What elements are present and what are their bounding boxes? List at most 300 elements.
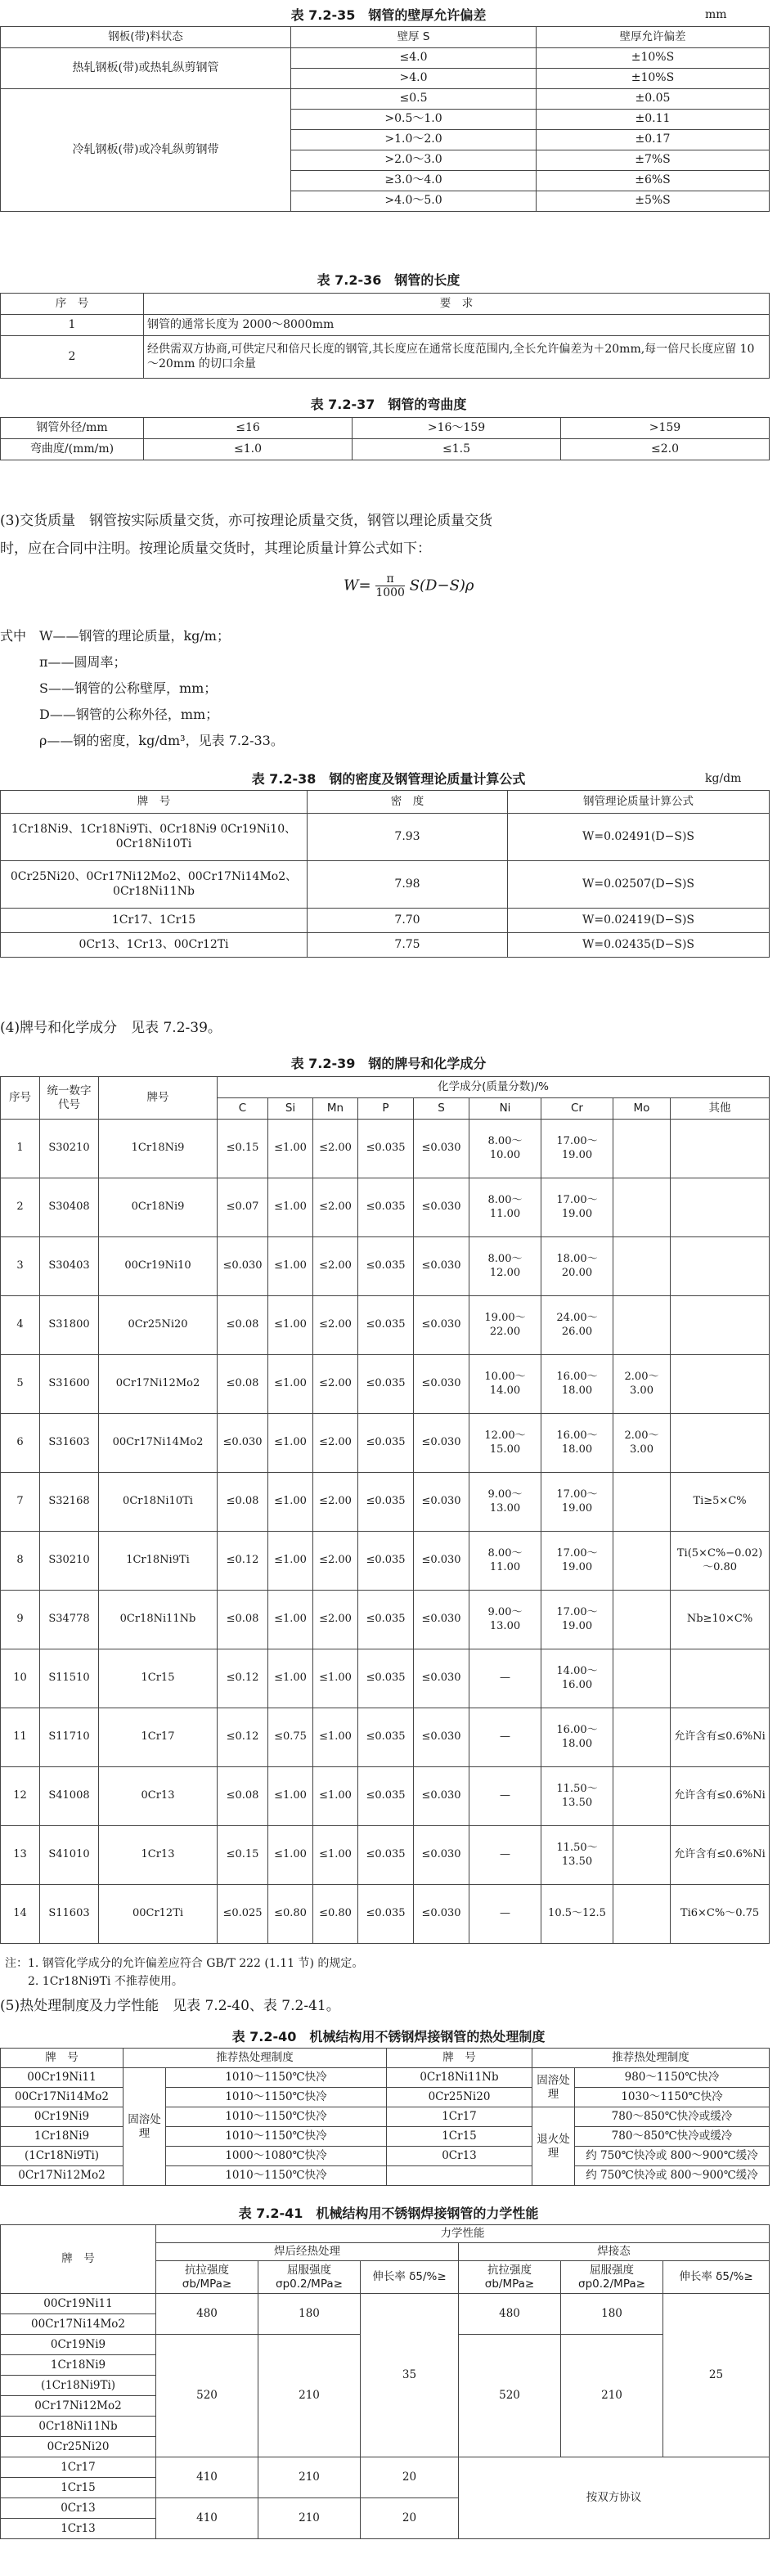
row-label: 钢管外径/mm — [1, 418, 144, 439]
col-header: 抗拉强度 σb/MPa≥ — [156, 2261, 258, 2294]
cell-ni: — — [469, 1767, 541, 1826]
col-header: 序号 — [1, 1077, 40, 1120]
cell: 钢管的通常长度为 2000～8000mm — [144, 315, 770, 336]
paragraph-line: (3)交货质量 钢管按实际质量交货，亦可按理论质量交货，钢管以理论质量交货 — [0, 513, 493, 529]
cell: 00Cr17Ni14Mo2 — [1, 2088, 124, 2107]
cell-code: S32168 — [40, 1473, 99, 1532]
cell: 0Cr19Ni9 — [1, 2107, 124, 2127]
element-header: Mo — [613, 1098, 671, 1120]
cell-s: ≤0.030 — [414, 1473, 469, 1532]
cell-no: 8 — [1, 1532, 40, 1591]
cell: 410 — [156, 2498, 258, 2539]
cell: 00Cr19Ni11 — [1, 2294, 156, 2314]
cell — [387, 2166, 532, 2186]
cell-p: ≤0.035 — [358, 1296, 414, 1355]
row-label: 弯曲度/(mm/m) — [1, 439, 144, 460]
cell: >1.0～2.0 — [291, 130, 537, 150]
element-header: Si — [268, 1098, 313, 1120]
cell: 1Cr17、1Cr15 — [1, 909, 308, 933]
element-header: Ni — [469, 1098, 541, 1120]
cell-no: 14 — [1, 1885, 40, 1944]
cell: 1Cr18Ni9、1Cr18Ni9Ti、0Cr18Ni9 0Cr19Ni10、0Cr18Ni10Ti — [1, 814, 308, 861]
cell-mn: ≤2.00 — [313, 1120, 358, 1178]
cell-code: S11603 — [40, 1885, 99, 1944]
definition-line: ρ——钢的密度，kg/dm³，见表 7.2-33。 — [0, 733, 284, 748]
note-line: 注：1. 钢管化学成分的允许偏差应符合 GB/T 222 (1.11 节) 的规定。 — [5, 1957, 364, 1970]
cell-mn: ≤2.00 — [313, 1296, 358, 1355]
element-header: P — [358, 1098, 414, 1120]
cell: ±10%S — [537, 48, 770, 69]
cell-code: S34778 — [40, 1591, 99, 1649]
cell-no: 4 — [1, 1296, 40, 1355]
cell: 1Cr18Ni9 — [1, 2127, 124, 2147]
table-7-2-41 — [0, 2224, 770, 2539]
cell-c: ≤0.07 — [218, 1178, 268, 1237]
cell: W=0.02435(D−S)S — [508, 933, 770, 958]
col-header: 钢管理论质量计算公式 — [508, 791, 770, 814]
col-header: 牌号 — [99, 1077, 218, 1120]
group-label: 固溶处理 — [124, 2068, 166, 2186]
cell-si: ≤1.00 — [268, 1237, 313, 1296]
cell-c: ≤0.15 — [218, 1826, 268, 1885]
cell-si: ≤0.80 — [268, 1885, 313, 1944]
table-7-2-37 — [0, 417, 770, 460]
cell: 2 — [1, 336, 144, 379]
cell-si: ≤1.00 — [268, 1473, 313, 1532]
cell-other: Ti6×C%～0.75 — [671, 1885, 770, 1944]
cell-s: ≤0.030 — [414, 1178, 469, 1237]
cell-s: ≤0.030 — [414, 1591, 469, 1649]
cell-p: ≤0.035 — [358, 1708, 414, 1767]
cell: 0Cr13 — [1, 2498, 156, 2519]
cell: 0Cr25Ni20、0Cr17Ni12Mo2、00Cr17Ni14Mo2、0Cr18Ni11Nb — [1, 861, 308, 909]
cell-grade: 0Cr17Ni12Mo2 — [99, 1355, 218, 1414]
group-label: 固溶处理 — [532, 2068, 575, 2107]
cell-p: ≤0.035 — [358, 1120, 414, 1178]
cell-p: ≤0.035 — [358, 1591, 414, 1649]
cell-mn: ≤2.00 — [313, 1532, 358, 1591]
cell-s: ≤0.030 — [414, 1120, 469, 1178]
paragraph-5: (5)热处理制度及力学性能 见表 7.2-40、表 7.2-41。 — [0, 1998, 340, 2014]
cell-s: ≤0.030 — [414, 1708, 469, 1767]
note-line: 2. 1Cr18Ni9Ti 不推荐使用。 — [5, 1975, 183, 1988]
cell-s: ≤0.030 — [414, 1532, 469, 1591]
cell-mn: ≤2.00 — [313, 1178, 358, 1237]
cell-code: S30403 — [40, 1237, 99, 1296]
cell-p: ≤0.035 — [358, 1414, 414, 1473]
group-label: 冷轧钢板(带)或冷轧纵剪钢带 — [1, 89, 291, 212]
cell: 520 — [459, 2335, 561, 2457]
cell-c: ≤0.15 — [218, 1120, 268, 1178]
cell-ni: 8.00～10.00 — [469, 1120, 541, 1178]
table-row — [1, 1826, 770, 1885]
cell: W=0.02419(D−S)S — [508, 909, 770, 933]
cell-mo — [613, 1237, 671, 1296]
cell-grade: 0Cr18Ni9 — [99, 1178, 218, 1237]
cell: >159 — [561, 418, 770, 439]
cell: ±5%S — [537, 191, 770, 212]
table-7-2-37-caption: 表 7.2-37 钢管的弯曲度 — [310, 397, 467, 412]
cell-p: ≤0.035 — [358, 1649, 414, 1708]
cell: 210 — [258, 2457, 361, 2498]
cell: 0Cr25Ni20 — [387, 2088, 532, 2107]
cell-ni: 10.00～14.00 — [469, 1355, 541, 1414]
cell: ±6%S — [537, 171, 770, 191]
cell: 1010～1150℃快冷 — [166, 2127, 387, 2147]
cell-c: ≤0.12 — [218, 1532, 268, 1591]
cell-c: ≤0.030 — [218, 1414, 268, 1473]
cell-c: ≤0.025 — [218, 1885, 268, 1944]
cell: 1000～1080℃快冷 — [166, 2147, 387, 2166]
cell-mo — [613, 1591, 671, 1649]
cell: 0Cr25Ni20 — [1, 2437, 156, 2457]
cell: 180 — [561, 2294, 663, 2335]
table-row — [1, 1237, 770, 1296]
cell: 约 750℃快冷或 800～900℃缓冷 — [575, 2166, 770, 2186]
cell-no: 11 — [1, 1708, 40, 1767]
cell-cr: 16.00～18.00 — [541, 1708, 613, 1767]
cell-no: 10 — [1, 1649, 40, 1708]
cell: ≤0.5 — [291, 89, 537, 110]
cell-no: 2 — [1, 1178, 40, 1237]
cell-ni: — — [469, 1885, 541, 1944]
definition-line: D——钢管的公称外径，mm； — [0, 707, 219, 722]
paragraph-line: 时，应在合同中注明。按理论质量交货时，其理论质量计算公式如下： — [0, 541, 431, 557]
cell-mo: 2.00～3.00 — [613, 1355, 671, 1414]
cell-ni: 9.00～13.00 — [469, 1591, 541, 1649]
cell-si: ≤1.00 — [268, 1649, 313, 1708]
cell-grade: 1Cr18Ni9 — [99, 1120, 218, 1178]
group-label: 热轧钢板(带)或热轧纵剪钢管 — [1, 48, 291, 89]
cell-no: 3 — [1, 1237, 40, 1296]
cell-s: ≤0.030 — [414, 1414, 469, 1473]
cell-s: ≤0.030 — [414, 1826, 469, 1885]
cell-no: 12 — [1, 1767, 40, 1826]
cell-si: ≤1.00 — [268, 1767, 313, 1826]
cell-cr: 14.00～16.00 — [541, 1649, 613, 1708]
col-header: 要 求 — [144, 294, 770, 315]
cell: 0Cr18Ni11Nb — [387, 2068, 532, 2088]
cell-code: S31800 — [40, 1296, 99, 1355]
cell: 1030～1150℃快冷 — [575, 2088, 770, 2107]
cell: >2.0～3.0 — [291, 150, 537, 171]
group-label: 退火处理 — [532, 2107, 575, 2186]
table-7-2-38-caption: 表 7.2-38 钢的密度及钢管理论质量计算公式 — [251, 771, 526, 787]
cell-grade: 1Cr18Ni9Ti — [99, 1532, 218, 1591]
cell: ±0.05 — [537, 89, 770, 110]
cell-code: S41008 — [40, 1767, 99, 1826]
col-header: 力学性能 — [156, 2225, 770, 2243]
cell-si: ≤1.00 — [268, 1591, 313, 1649]
cell: 00Cr17Ni14Mo2 — [1, 2314, 156, 2335]
cell: 00Cr19Ni11 — [1, 2068, 124, 2088]
col-header: 推荐热处理制度 — [124, 2049, 387, 2068]
cell: 480 — [459, 2294, 561, 2335]
cell-other — [671, 1649, 770, 1708]
col-header: 牌 号 — [1, 2049, 124, 2068]
cell: 经供需双方协商,可供定尺和倍尺长度的钢管,其长度应在通常长度范围内,全长允许偏差为＋20mm,每一倍尺长度应留 10～20mm 的切口余量 — [144, 336, 770, 379]
cell-grade: 00Cr17Ni14Mo2 — [99, 1414, 218, 1473]
cell-c: ≤0.08 — [218, 1473, 268, 1532]
cell-code: S30210 — [40, 1532, 99, 1591]
cell-other — [671, 1120, 770, 1178]
cell-si: ≤0.75 — [268, 1708, 313, 1767]
cell-si: ≤1.00 — [268, 1296, 313, 1355]
cell: 20 — [361, 2498, 459, 2539]
cell-mo — [613, 1296, 671, 1355]
formula-lhs: W= — [344, 577, 371, 595]
element-header: 其他 — [671, 1098, 770, 1120]
definition-line: π——圆周率； — [0, 654, 127, 670]
cell-c: ≤0.12 — [218, 1649, 268, 1708]
table-7-2-40-caption: 表 7.2-40 机械结构用不锈钢焊接钢管的热处理制度 — [231, 2029, 546, 2044]
table-7-2-35-caption: 表 7.2-35 钢管的壁厚允许偏差 — [290, 7, 487, 23]
col-header: 推荐热处理制度 — [532, 2049, 770, 2068]
formula-numerator: π — [375, 572, 405, 586]
cell-cr: 18.00～20.00 — [541, 1237, 613, 1296]
cell-other — [671, 1237, 770, 1296]
cell-s: ≤0.030 — [414, 1767, 469, 1826]
cell-cr: 17.00～19.00 — [541, 1591, 613, 1649]
table-row — [1, 1178, 770, 1237]
mass-formula — [344, 572, 474, 599]
cell: 0Cr13 — [387, 2147, 532, 2166]
cell-s: ≤0.030 — [414, 1355, 469, 1414]
cell-mn: ≤0.80 — [313, 1885, 358, 1944]
cell-other: 允许含有≤0.6%Ni — [671, 1708, 770, 1767]
cell-mn: ≤1.00 — [313, 1826, 358, 1885]
cell-mn: ≤1.00 — [313, 1767, 358, 1826]
cell-no: 6 — [1, 1414, 40, 1473]
cell: ±0.17 — [537, 130, 770, 150]
table-row — [1, 1414, 770, 1473]
cell: 780～850℃快冷或缓冷 — [575, 2127, 770, 2147]
cell: 1Cr17 — [1, 2457, 156, 2478]
table-7-2-36-caption: 表 7.2-36 钢管的长度 — [317, 272, 460, 288]
element-header: Cr — [541, 1098, 613, 1120]
cell-other: Ti(5×C%−0.02)～0.80 — [671, 1532, 770, 1591]
col-header: 屈服强度 σp0.2/MPa≥ — [258, 2261, 361, 2294]
table-7-2-35-unit: mm — [705, 8, 727, 21]
cell: ≤1.0 — [144, 439, 353, 460]
cell: ≤1.5 — [353, 439, 561, 460]
cell-si: ≤1.00 — [268, 1355, 313, 1414]
cell: 1Cr15 — [387, 2127, 532, 2147]
cell: 约 750℃快冷或 800～900℃缓冷 — [575, 2147, 770, 2166]
cell: 780～850℃快冷或缓冷 — [575, 2107, 770, 2127]
cell: >4.0～5.0 — [291, 191, 537, 212]
table-row — [1, 1120, 770, 1178]
cell-other: 允许含有≤0.6%Ni — [671, 1767, 770, 1826]
col-header: 化学成分(质量分数)/% — [218, 1077, 770, 1098]
cell-cr: 11.50～13.50 — [541, 1826, 613, 1885]
table-row — [1, 1708, 770, 1767]
cell: ≥3.0～4.0 — [291, 171, 537, 191]
paragraph-3 — [0, 507, 777, 563]
cell-code: S31600 — [40, 1355, 99, 1414]
formula-definitions — [0, 623, 284, 754]
cell-cr: 24.00～26.00 — [541, 1296, 613, 1355]
cell-cr: 17.00～19.00 — [541, 1120, 613, 1178]
table-7-2-41-caption: 表 7.2-41 机械结构用不锈钢焊接钢管的力学性能 — [238, 2206, 539, 2221]
cell-mo — [613, 1885, 671, 1944]
cell-grade: 1Cr15 — [99, 1649, 218, 1708]
cell-cr: 17.00～19.00 — [541, 1473, 613, 1532]
cell-cr: 16.00～18.00 — [541, 1355, 613, 1414]
cell: 7.70 — [308, 909, 508, 933]
cell-s: ≤0.030 — [414, 1237, 469, 1296]
cell: 410 — [156, 2457, 258, 2498]
cell: 7.98 — [308, 861, 508, 909]
cell-mn: ≤2.00 — [313, 1473, 358, 1532]
cell-si: ≤1.00 — [268, 1826, 313, 1885]
cell-p: ≤0.035 — [358, 1355, 414, 1414]
cell-s: ≤0.030 — [414, 1649, 469, 1708]
cell: (1Cr18Ni9Ti) — [1, 2147, 124, 2166]
cell-mn: ≤1.00 — [313, 1649, 358, 1708]
cell-mn: ≤2.00 — [313, 1237, 358, 1296]
table-7-2-39 — [0, 1076, 770, 1944]
cell-cr: 11.50～13.50 — [541, 1767, 613, 1826]
cell-grade: 00Cr19Ni10 — [99, 1237, 218, 1296]
cell: 1Cr15 — [1, 2478, 156, 2498]
table-row — [1, 1532, 770, 1591]
cell-no: 9 — [1, 1591, 40, 1649]
cell-ni: 12.00～15.00 — [469, 1414, 541, 1473]
formula-denominator: 1000 — [375, 586, 405, 599]
table-row — [1, 1473, 770, 1532]
cell-grade: 0Cr13 — [99, 1767, 218, 1826]
col-header: 抗拉强度 σb/MPa≥ — [459, 2261, 561, 2294]
cell-c: ≤0.030 — [218, 1237, 268, 1296]
cell-ni: — — [469, 1708, 541, 1767]
cell-no: 7 — [1, 1473, 40, 1532]
cell: ±0.11 — [537, 110, 770, 130]
cell-cr: 16.00～18.00 — [541, 1414, 613, 1473]
cell: 1 — [1, 315, 144, 336]
cell-mn: ≤2.00 — [313, 1355, 358, 1414]
cell: 210 — [561, 2335, 663, 2457]
col-header: 牌 号 — [1, 791, 308, 814]
col-header: 牌 号 — [387, 2049, 532, 2068]
cell-ni: 8.00～12.00 — [469, 1237, 541, 1296]
cell-cr: 17.00～19.00 — [541, 1532, 613, 1591]
cell-other — [671, 1178, 770, 1237]
table-row — [1, 1885, 770, 1944]
cell: ≤16 — [144, 418, 353, 439]
cell-mn: ≤2.00 — [313, 1591, 358, 1649]
table-7-2-38-unit: kg/dm — [705, 772, 742, 785]
cell-si: ≤1.00 — [268, 1178, 313, 1237]
col-header: 屈服强度 σp0.2/MPa≥ — [561, 2261, 663, 2294]
cell: ≤4.0 — [291, 48, 537, 69]
cell: 1Cr13 — [1, 2519, 156, 2539]
table-7-2-39-notes — [5, 1954, 363, 1990]
cell-code: S11510 — [40, 1649, 99, 1708]
cell-grade: 0Cr18Ni10Ti — [99, 1473, 218, 1532]
col-header: 统一数字代号 — [40, 1077, 99, 1120]
cell: 7.75 — [308, 933, 508, 958]
cell-mo — [613, 1532, 671, 1591]
element-header: S — [414, 1098, 469, 1120]
table-row — [1, 1296, 770, 1355]
cell-ni: — — [469, 1826, 541, 1885]
cell-grade: 00Cr12Ti — [99, 1885, 218, 1944]
cell-si: ≤1.00 — [268, 1414, 313, 1473]
table-row — [1, 1591, 770, 1649]
cell: 7.93 — [308, 814, 508, 861]
formula-rhs: S(D−S)ρ — [409, 577, 474, 595]
cell-mo — [613, 1473, 671, 1532]
cell-code: S30210 — [40, 1120, 99, 1178]
cell-s: ≤0.030 — [414, 1885, 469, 1944]
cell: (1Cr18Ni9Ti) — [1, 2376, 156, 2396]
paragraph-4: (4)牌号和化学成分 见表 7.2-39。 — [0, 1020, 222, 1036]
cell-code: S31603 — [40, 1414, 99, 1473]
cell: 210 — [258, 2335, 361, 2457]
cell-p: ≤0.035 — [358, 1178, 414, 1237]
cell-mo — [613, 1178, 671, 1237]
cell-other — [671, 1296, 770, 1355]
cell-mo — [613, 1708, 671, 1767]
cell-other — [671, 1414, 770, 1473]
cell: 180 — [258, 2294, 361, 2335]
element-header: Mn — [313, 1098, 358, 1120]
col-header: 焊接态 — [459, 2243, 770, 2261]
cell-p: ≤0.035 — [358, 1532, 414, 1591]
cell-p: ≤0.035 — [358, 1826, 414, 1885]
cell: 0Cr17Ni12Mo2 — [1, 2166, 124, 2186]
cell-mo — [613, 1826, 671, 1885]
definition-line: S——钢管的公称壁厚，mm； — [0, 680, 218, 696]
cell-grade: 0Cr18Ni11Nb — [99, 1591, 218, 1649]
cell-p: ≤0.035 — [358, 1237, 414, 1296]
cell-c: ≤0.12 — [218, 1708, 268, 1767]
cell-mn: ≤1.00 — [313, 1708, 358, 1767]
cell: W=0.02507(D−S)S — [508, 861, 770, 909]
cell: >4.0 — [291, 69, 537, 89]
element-header: C — [218, 1098, 268, 1120]
cell-other: Nb≥10×C% — [671, 1591, 770, 1649]
cell: 1Cr18Ni9 — [1, 2355, 156, 2376]
cell: 0Cr17Ni12Mo2 — [1, 2396, 156, 2417]
col-header: 壁厚 S — [291, 27, 537, 48]
cell: 980～1150℃快冷 — [575, 2068, 770, 2088]
cell: 1010～1150℃快冷 — [166, 2068, 387, 2088]
table-row — [1, 1355, 770, 1414]
cell-other: Ti≥5×C% — [671, 1473, 770, 1532]
table-row — [1, 1767, 770, 1826]
cell: 210 — [258, 2498, 361, 2539]
table-7-2-36 — [0, 293, 770, 379]
cell: 0Cr13、1Cr13、00Cr12Ti — [1, 933, 308, 958]
cell: W=0.02491(D−S)S — [508, 814, 770, 861]
cell: 1Cr17 — [387, 2107, 532, 2127]
cell-cr: 10.5～12.5 — [541, 1885, 613, 1944]
cell-ni: 9.00～13.00 — [469, 1473, 541, 1532]
cell-c: ≤0.08 — [218, 1591, 268, 1649]
cell: 25 — [663, 2294, 770, 2457]
cell: 1010～1150℃快冷 — [166, 2166, 387, 2186]
cell: ±7%S — [537, 150, 770, 171]
cell: >0.5～1.0 — [291, 110, 537, 130]
cell-ni: — — [469, 1649, 541, 1708]
col-header: 钢板(带)料状态 — [1, 27, 291, 48]
cell: ±10%S — [537, 69, 770, 89]
cell-code: S41010 — [40, 1826, 99, 1885]
cell: 按双方协议 — [459, 2457, 770, 2539]
col-header: 序 号 — [1, 294, 144, 315]
